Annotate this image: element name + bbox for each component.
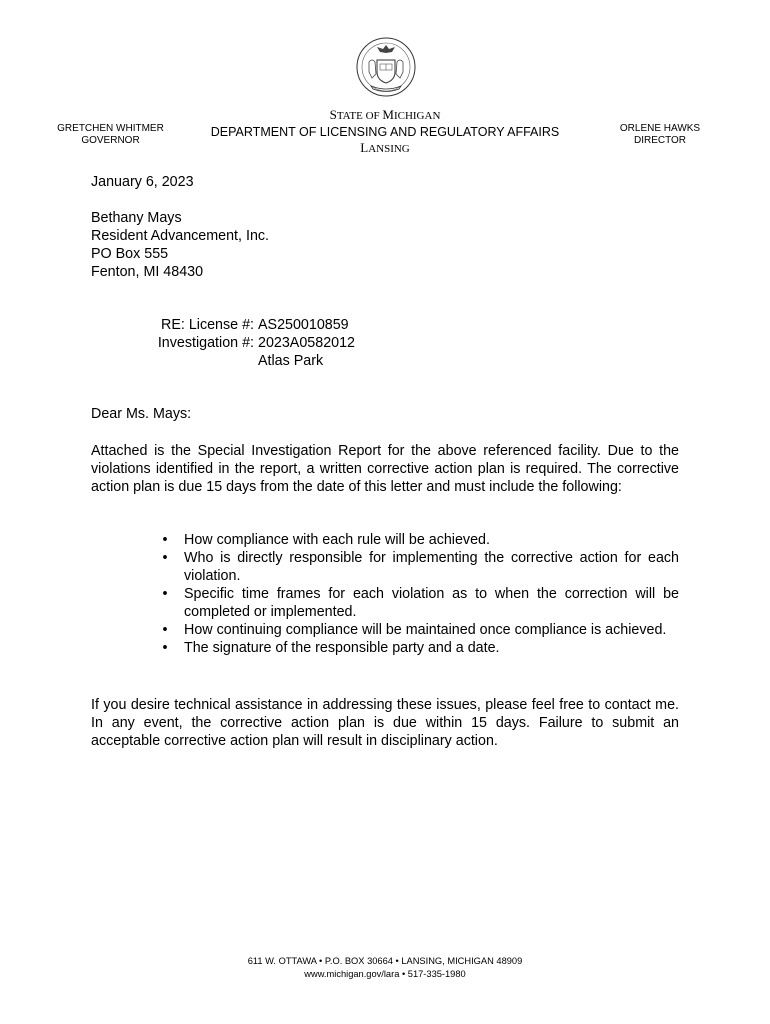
department-header (180, 108, 590, 156)
requirements-list (160, 531, 679, 657)
list-item: • Who is directly responsible for implementing the corrective action for each violation. (160, 549, 679, 585)
salutation: Dear Ms. Mays: (91, 406, 192, 422)
license-number: AS250010859 (258, 317, 349, 333)
state-line: STATE OF MICHIGAN (329, 107, 441, 122)
director-name: ORLENE HAWKS (619, 123, 701, 134)
bullet-icon: • (162, 532, 168, 548)
recipient-line: Bethany Mays (91, 210, 182, 226)
license-label: RE: License #: (161, 317, 254, 333)
recipient-line: Resident Advancement, Inc. (91, 228, 270, 244)
list-item: • Specific time frames for each violation as to when the correction will be completed or implemented. (160, 585, 679, 621)
recipient-line: Fenton, MI 48430 (91, 264, 204, 280)
paragraph-closing: If you desire technical assistance in addressing these issues, please feel free to contact me. In any event, the corrective action plan is due within 15 days. Failure to submit an acceptable corrective action plan will result in disciplinary action. (91, 697, 679, 749)
michigan-state-seal (355, 36, 417, 98)
bullet-icon: • (162, 550, 168, 566)
paragraph-intro: Attached is the Special Investigation Report for the above referenced facility. Due to the violations identified in the report, a written corrective action plan is required. The corrective action plan is due 15 days from the date of this letter and must include the following: (91, 443, 679, 495)
governor-block (48, 123, 173, 147)
city-line: LANSING (360, 140, 410, 155)
director-title: DIRECTOR (633, 135, 687, 146)
bullet-icon: • (162, 586, 168, 602)
list-item: • The signature of the responsible party and a date. (160, 639, 679, 657)
letter-date: January 6, 2023 (91, 174, 194, 190)
recipient-line: PO Box 555 (91, 246, 169, 262)
list-item: • How continuing compliance will be maintained once compliance is achieved. (160, 621, 679, 639)
bullet-icon: • (162, 640, 168, 656)
director-block (610, 123, 710, 147)
bullet-icon: • (162, 622, 168, 638)
department-name: DEPARTMENT OF LICENSING AND REGULATORY AFFAIRS (210, 125, 560, 139)
list-item: • How compliance with each rule will be achieved. (160, 531, 679, 549)
governor-name: GRETCHEN WHITMER (57, 123, 164, 134)
footer-contact: www.michigan.gov/lara • 517-335-1980 (304, 969, 466, 979)
investigation-label: Investigation #: (157, 335, 254, 351)
reference-block (91, 316, 491, 370)
page-footer (135, 955, 635, 981)
governor-title: GOVERNOR (81, 135, 140, 146)
footer-address: 611 W. OTTAWA • P.O. BOX 30664 • LANSING, MICHIGAN 48909 (247, 956, 523, 966)
facility-name: Atlas Park (258, 353, 324, 369)
investigation-number: 2023A0582012 (258, 335, 355, 351)
recipient-address (91, 209, 269, 281)
